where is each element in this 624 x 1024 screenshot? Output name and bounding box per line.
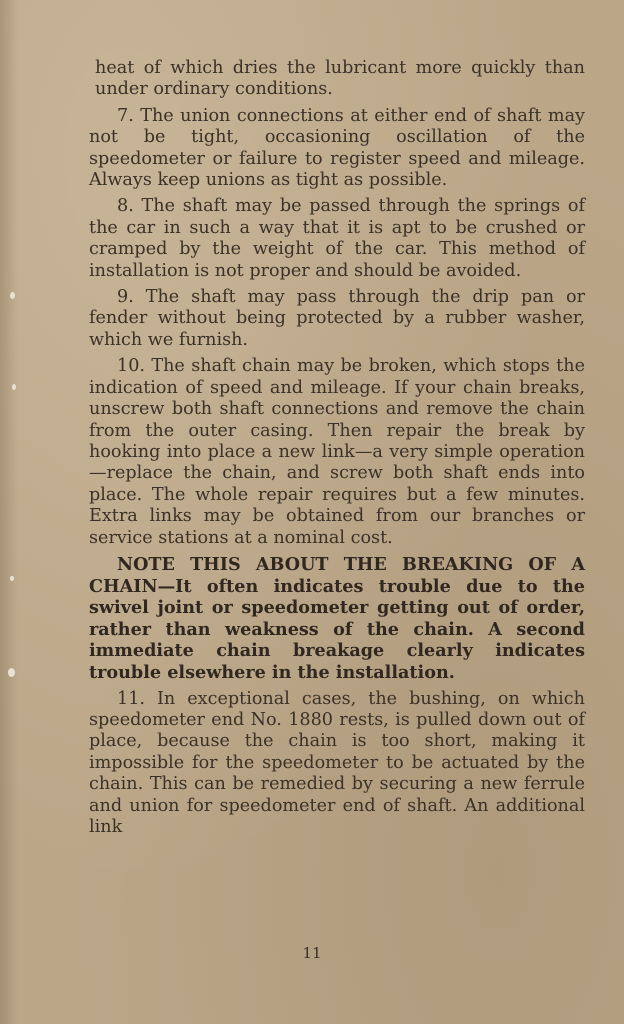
paragraph-continuation: heat of which dries the lubricant more quickly than under ordinary conditions. <box>95 58 585 100</box>
paragraph-note-chain: NOTE THIS ABOUT THE BREAKING OF A CHAIN—It often indicates trouble due to the swivel joint or speedometer getting out of order, rather than weakness of the chain. A second immediate chain breakage clearly indicates trouble elsewhere in the installation. <box>89 553 585 683</box>
paragraph-item-7: 7. The union connections at either end of shaft may not be tight, occasioning oscillation of the speedometer or failure to register speed and mileage. Always keep unions as tight as possible. <box>89 105 585 191</box>
paragraph-item-11: 11. In exceptional cases, the bushing, on which speedometer end No. 1880 rests, is pulled down out of place, because the chain is too short, making it impossible for the speedometer to be actuated by the chain. This can be remedied by securing a new ferrule and union for speedometer end of shaft. An additional link <box>89 688 585 837</box>
paper-speck <box>10 292 15 299</box>
page-edge-shadow <box>0 0 18 1024</box>
body-text <box>89 58 585 843</box>
paper-speck <box>12 384 16 390</box>
paragraph-item-8: 8. The shaft may be passed through the springs of the car in such a way that it is apt to be crushed or cramped by the weight of the car. This method of installation is not proper and should be avoided. <box>89 196 585 281</box>
paragraph-item-10: 10. The shaft chain may be broken, which stops the indication of speed and mileage. If your chain breaks, unscrew both shaft connections and remove the chain from the outer casing. Then repair the break by hooking into place a new link—a very simple operation—replace the chain, and screw both shaft ends into place. The whole repair requires but a few minutes. Extra links may be obtained from our branches or service stations at a nominal cost. <box>89 356 585 548</box>
page-number: 11 <box>302 944 322 962</box>
paragraph-item-9: 9. The shaft may pass through the drip pan or fender without being protected by a rubber washer, which we furnish. <box>89 287 585 350</box>
paper-speck <box>8 668 15 677</box>
paper-speck <box>10 576 14 581</box>
